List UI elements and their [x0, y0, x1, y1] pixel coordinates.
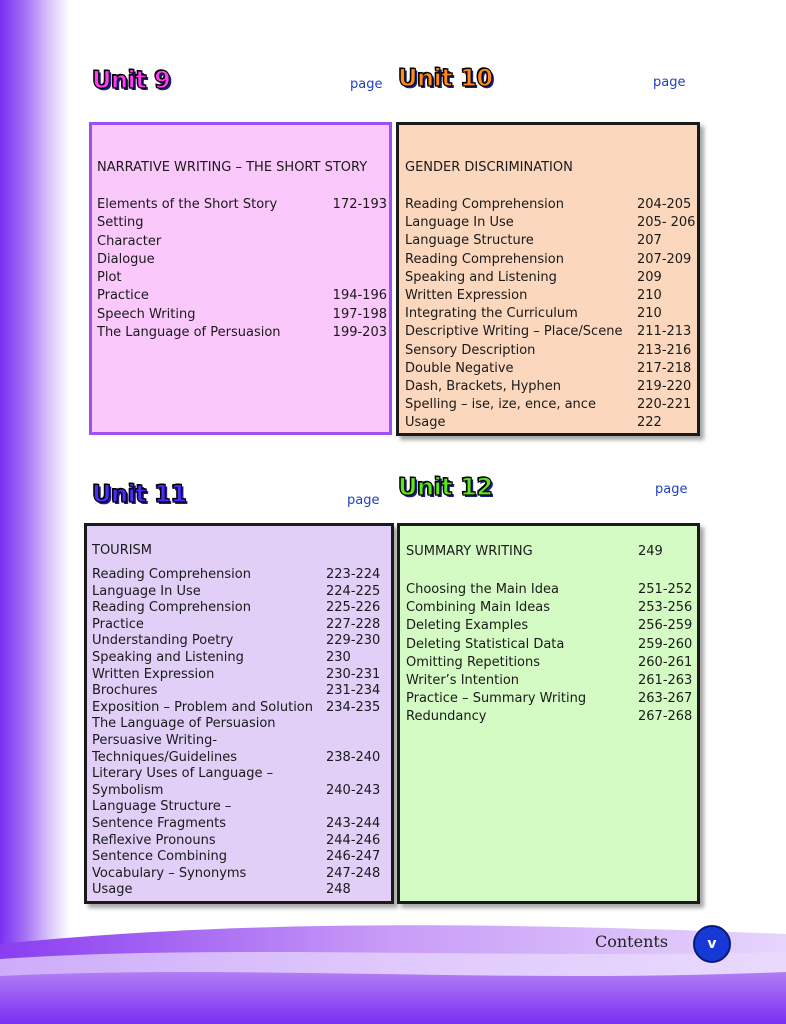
toc-entry [92, 617, 392, 634]
toc-entry-page: 204-205 [637, 197, 692, 212]
toc-entry-title: Omitting Repetitions [406, 654, 541, 670]
toc-entry-title: Techniques/Guidelines [92, 749, 238, 765]
toc-entry-page: 267-268 [638, 709, 693, 725]
unit-12-title: Unit 12 [398, 473, 493, 501]
toc-entry [406, 636, 696, 654]
unit-10-page-label: page [653, 75, 686, 90]
toc-entry-title: Reflexive Pronouns [92, 832, 216, 848]
toc-entry [97, 233, 389, 251]
unit-9-page-label: page [350, 77, 383, 92]
unit-12-heading-page: 249 [638, 544, 663, 559]
toc-entry-page: 231-234 [326, 683, 381, 699]
unit-12-page-label: page [655, 482, 688, 497]
toc-entry-page: 207-209 [637, 251, 692, 267]
toc-entry-title: The Language of Persuasion [97, 325, 281, 341]
toc-entry-title: Literary Uses of Language – [92, 766, 274, 782]
toc-entry-title: Descriptive Writing – Place/Scene [405, 324, 623, 340]
toc-entry [97, 251, 389, 269]
unit-9-box [89, 122, 392, 435]
toc-entry-title: Brochures [92, 683, 158, 699]
toc-entry [92, 700, 392, 717]
toc-entry [405, 396, 695, 414]
toc-entry [97, 287, 389, 305]
toc-entry-title: Written Expression [405, 287, 528, 303]
toc-entry-page: 261-263 [638, 672, 693, 688]
unit-12-list [406, 581, 696, 727]
toc-entry [92, 882, 392, 899]
toc-entry [406, 708, 696, 726]
toc-entry-title: Speech Writing [97, 306, 196, 322]
toc-entry [405, 232, 695, 250]
toc-entry-page: 229-230 [326, 633, 381, 649]
toc-entry-title: Choosing the Main Idea [406, 582, 559, 597]
toc-entry-page: 207 [637, 233, 662, 249]
toc-entry-page: 225-226 [326, 600, 381, 616]
toc-entry-page: 238-240 [326, 749, 381, 765]
toc-entry [406, 581, 696, 599]
toc-entry [406, 654, 696, 672]
toc-entry [92, 816, 392, 833]
toc-entry-page: 223-224 [326, 567, 381, 582]
toc-entry-title: Usage [92, 882, 133, 898]
toc-entry [405, 269, 695, 287]
toc-entry [97, 214, 389, 232]
unit-9-list [97, 196, 389, 342]
toc-entry [406, 672, 696, 690]
toc-entry [97, 306, 389, 324]
toc-entry [92, 750, 392, 767]
toc-entry [92, 766, 392, 783]
toc-entry-title: Language Structure – [92, 799, 232, 815]
toc-entry-page: 256-259 [638, 618, 693, 634]
left-decorative-band [0, 0, 70, 1024]
toc-entry-page: 197-198 [332, 306, 387, 322]
toc-entry-page: 243-244 [326, 815, 381, 831]
toc-entry-title: Vocabulary – Synonyms [92, 865, 247, 881]
toc-entry-page: 260-261 [638, 654, 693, 670]
toc-entry-title: Dash, Brackets, Hyphen [405, 378, 562, 394]
unit-9-title: Unit 9 [92, 66, 171, 94]
unit-10-title: Unit 10 [398, 64, 493, 92]
toc-entry-title: Redundancy [406, 709, 487, 725]
toc-entry-page: 248 [326, 882, 351, 898]
unit-11-title: Unit 11 [92, 480, 187, 508]
toc-entry-page: 230 [326, 649, 351, 665]
toc-entry [406, 617, 696, 635]
toc-entry-title: Exposition – Problem and Solution [92, 699, 313, 715]
toc-entry [406, 690, 696, 708]
toc-entry-title: Writer’s Intention [406, 672, 520, 688]
toc-entry-page: 220-221 [637, 397, 692, 413]
bottom-decorative-wave [0, 914, 786, 1024]
toc-entry-page: 219-220 [637, 378, 692, 394]
toc-entry-title: Language In Use [92, 583, 201, 599]
toc-entry [97, 269, 389, 287]
toc-entry [92, 833, 392, 850]
toc-entry-page: 213-216 [637, 342, 692, 358]
toc-entry-page: 253-256 [638, 600, 693, 616]
toc-entry [405, 196, 695, 214]
page-number-badge: v [693, 925, 731, 963]
toc-entry-title: Sentence Combining [92, 849, 228, 865]
toc-entry-page: 246-247 [326, 849, 381, 865]
toc-entry [405, 287, 695, 305]
toc-entry-title: Language Structure [405, 233, 534, 249]
toc-entry [92, 683, 392, 700]
toc-entry-page: 234-235 [326, 699, 381, 715]
toc-entry-title: Written Expression [92, 666, 215, 682]
toc-entry-title: Usage [405, 415, 446, 431]
toc-entry [92, 716, 392, 733]
unit-12-box [397, 523, 700, 904]
unit-10-list [405, 196, 695, 432]
toc-entry [92, 667, 392, 684]
toc-entry-title: Reading Comprehension [405, 251, 564, 267]
toc-entry [97, 324, 389, 342]
toc-entry-title: Dialogue [97, 251, 155, 267]
toc-entry [92, 866, 392, 883]
unit-10-heading: GENDER DISCRIMINATION [405, 160, 573, 175]
toc-entry-title: Combining Main Ideas [406, 600, 551, 616]
toc-entry-page: 210 [637, 287, 662, 303]
toc-entry-page: 230-231 [326, 666, 381, 682]
toc-entry-page: 224-225 [326, 583, 381, 599]
toc-entry [92, 849, 392, 866]
toc-entry [92, 650, 392, 667]
toc-entry-title: Practice – Summary Writing [406, 691, 587, 707]
toc-entry [406, 599, 696, 617]
toc-entry [92, 584, 392, 601]
unit-11-list [92, 567, 392, 899]
toc-entry-page: 251-252 [638, 582, 693, 597]
toc-entry-title: Character [97, 233, 162, 249]
toc-entry [405, 305, 695, 323]
toc-entry [405, 251, 695, 269]
toc-entry-title: The Language of Persuasion [92, 716, 276, 732]
toc-entry-title: Sentence Fragments [92, 815, 226, 831]
toc-entry-page: 227-228 [326, 616, 381, 632]
toc-entry [405, 414, 695, 432]
toc-entry-title: Persuasive Writing- [92, 732, 218, 748]
toc-entry-title: Practice [97, 288, 149, 304]
toc-entry-title: Deleting Examples [406, 618, 529, 634]
toc-entry [92, 799, 392, 816]
toc-entry-title: Speaking and Listening [92, 649, 244, 665]
toc-entry-title: Practice [92, 616, 144, 632]
toc-entry [405, 360, 695, 378]
toc-entry [405, 378, 695, 396]
toc-entry-page: 209 [637, 269, 662, 285]
toc-entry [405, 214, 695, 232]
toc-entry-title: Reading Comprehension [405, 197, 564, 212]
toc-entry [92, 633, 392, 650]
toc-entry-page: 199-203 [332, 325, 387, 341]
toc-entry [92, 733, 392, 750]
toc-entry-title: Speaking and Listening [405, 269, 557, 285]
toc-entry-page: 222 [637, 415, 662, 431]
toc-entry-page: 259-260 [638, 636, 693, 652]
toc-entry-title: Spelling – ise, ize, ence, ance [405, 397, 596, 413]
toc-entry-title: Double Negative [405, 360, 514, 376]
toc-entry [92, 567, 392, 584]
toc-entry [405, 342, 695, 360]
toc-entry-title: Deleting Statistical Data [406, 636, 565, 652]
toc-entry-page: 172-193 [332, 197, 387, 212]
toc-entry-title: Plot [97, 270, 122, 286]
toc-entry-page: 263-267 [638, 691, 693, 707]
toc-entry-title: Elements of the Short Story [97, 197, 278, 212]
toc-entry-page: 217-218 [637, 360, 692, 376]
unit-11-page-label: page [347, 493, 380, 508]
toc-entry-title: Understanding Poetry [92, 633, 234, 649]
unit-11-heading: TOURISM [92, 543, 153, 558]
toc-entry-page: 211-213 [637, 324, 692, 340]
toc-entry [97, 196, 389, 214]
toc-entry-page: 205- 206 [637, 215, 696, 231]
toc-entry-page: 210 [637, 306, 662, 322]
toc-entry [405, 323, 695, 341]
unit-9-heading: NARRATIVE WRITING – THE SHORT STORY [97, 160, 368, 175]
toc-entry-page: 247-248 [326, 865, 381, 881]
toc-entry-title: Language In Use [405, 215, 514, 231]
footer-contents-label: Contents [595, 932, 669, 951]
toc-entry [92, 783, 392, 800]
unit-12-heading: SUMMARY WRITING [406, 544, 533, 559]
toc-entry-title: Setting [97, 215, 144, 231]
toc-entry-page: 240-243 [326, 782, 381, 798]
unit-11-box [84, 523, 394, 904]
unit-10-box [396, 122, 700, 436]
toc-entry-title: Sensory Description [405, 342, 536, 358]
toc-entry-title: Reading Comprehension [92, 567, 251, 582]
toc-entry-page: 194-196 [332, 288, 387, 304]
toc-entry-title: Integrating the Curriculum [405, 306, 578, 322]
toc-entry-title: Symbolism [92, 782, 164, 798]
toc-entry-page: 244-246 [326, 832, 381, 848]
toc-entry-title: Reading Comprehension [92, 600, 251, 616]
toc-entry [92, 600, 392, 617]
